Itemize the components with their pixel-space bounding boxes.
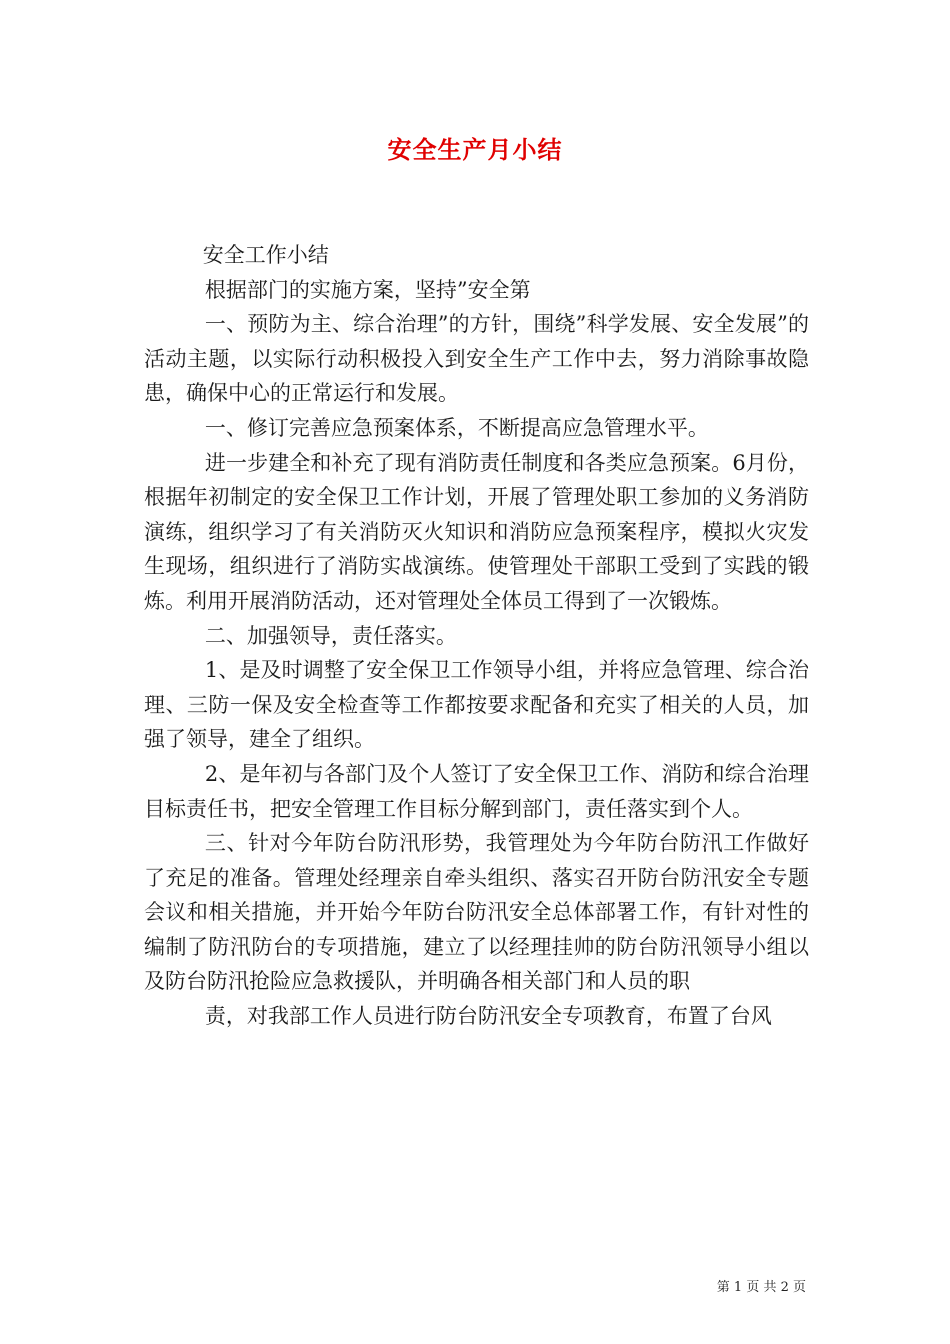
- document-title: 安全生产月小结: [387, 135, 563, 164]
- paragraph: 根据部门的实施方案，坚持”安全第: [204, 277, 531, 302]
- paragraph: 进一步建全和补充了现有消防责任制度和各类应急预案。6月份，根据年初制定的安全保卫工作计划，开展了管理处职工参加的义务消防演练，组织学习了有关消防灭火知识和消防应急预案程序，模拟火灾发生现场，组织进行了消防实战演练。使管理处干部职工受到了实践的锻炼。利用开展消防活动，还对管理处全体员工得到了一次锻炼。: [144, 450, 809, 613]
- paragraph: 一、预防为主、综合治理”的方针，围绕”科学发展、安全发展”的活动主题，以实际行动积极投入到安全生产工作中去，努力消除事故隐患，确保中心的正常运行和发展。: [144, 312, 809, 406]
- paragraph-heading: 安全工作小结: [202, 243, 329, 267]
- paragraph: 一、修订完善应急预案体系，不断提高应急管理水平。: [204, 415, 709, 440]
- paragraph: 责，对我部工作人员进行防台防汛安全专项教育，布置了台风: [204, 1004, 772, 1029]
- page-number-footer: 第 1 页 共 2 页: [716, 1280, 806, 1295]
- paragraph: 1、是及时调整了安全保卫工作领导小组，并将应急管理、综合治理、三防一保及安全检查等工作都按要求配备和充实了相关的人员，加强了领导，建全了组织。: [144, 658, 809, 752]
- paragraph: 二、加强领导，责任落实。: [204, 623, 457, 648]
- paragraph: 2、是年初与各部门及个人签订了安全保卫工作、消防和综合治理目标责任书，把安全管理工作目标分解到部门，责任落实到个人。: [144, 761, 809, 821]
- paragraph: 三、针对今年防台防汛形势，我管理处为今年防台防汛工作做好了充足的准备。管理处经理亲自牵头组织、落实召开防台防汛安全专题会议和相关措施，并开始今年防台防汛安全总体部署工作，有针对性的编制了防汛防台的专项措施，建立了以经理挂帅的防台防汛领导小组以及防台防汛抢险应急救援队，并明确各相关部门和人员的职: [144, 831, 809, 994]
- document-body: [144, 238, 809, 1034]
